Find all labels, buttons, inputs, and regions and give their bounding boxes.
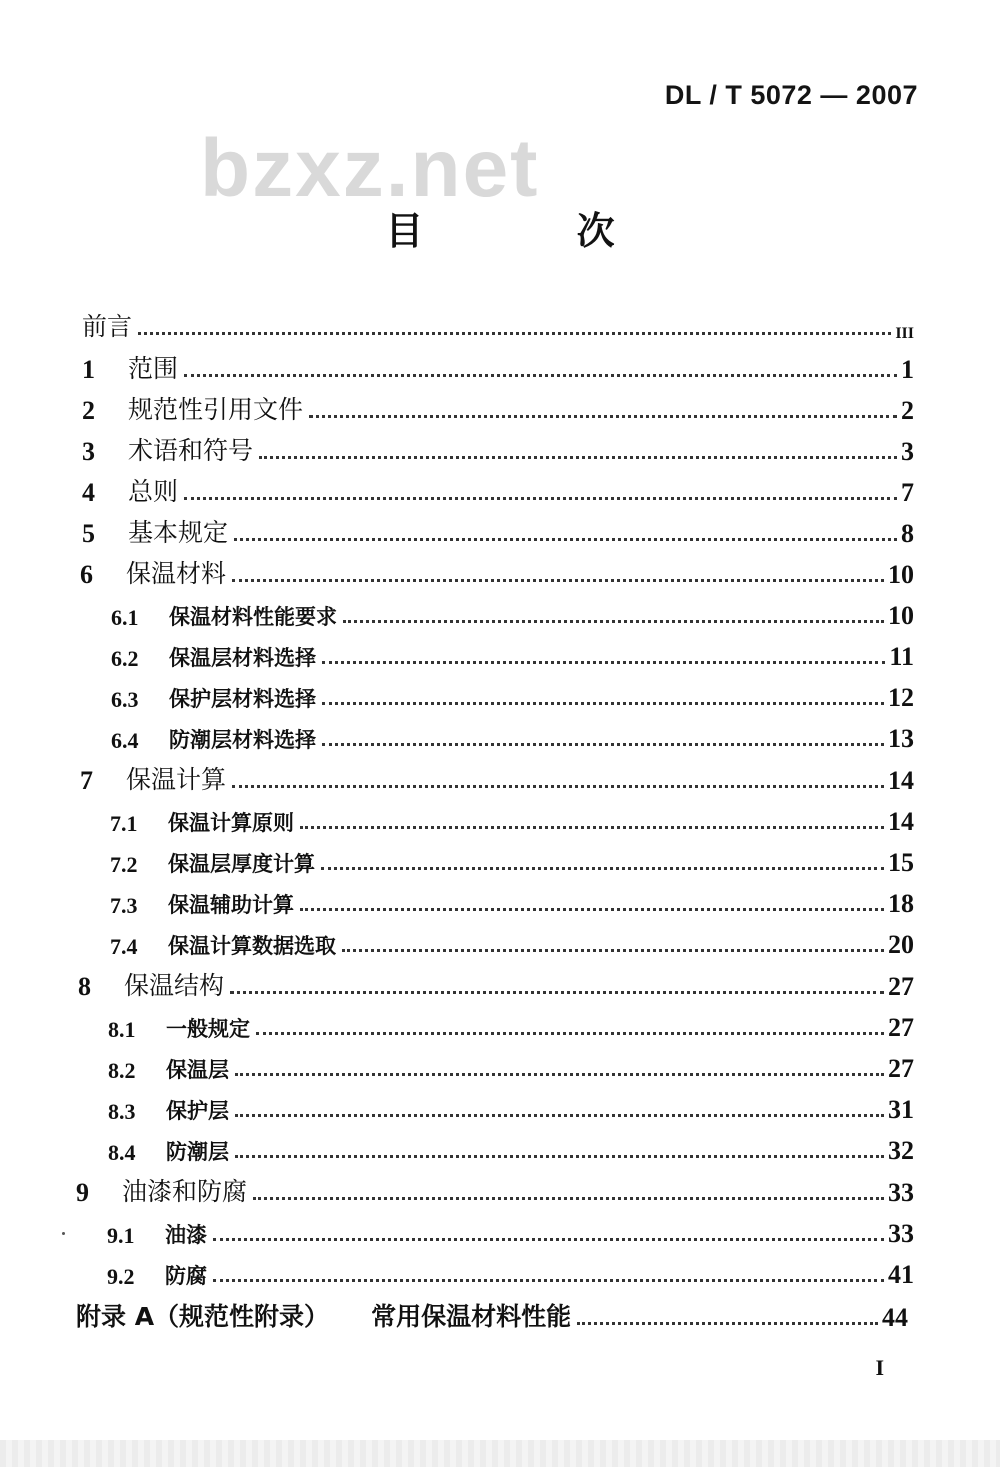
toc-section-number: 7.4 <box>110 934 138 959</box>
toc-label: 保温结构 <box>124 971 225 1000</box>
dot-leader <box>342 949 884 952</box>
toc-page-number: III <box>895 325 914 342</box>
toc-section-number: 9 <box>76 1178 89 1207</box>
dot-leader <box>300 826 884 829</box>
toc-subentry[interactable] <box>110 797 914 837</box>
dot-leader <box>321 867 884 870</box>
toc-label: 保护层 <box>166 1099 229 1123</box>
dot-leader <box>322 661 885 664</box>
toc-entry[interactable] <box>82 468 914 508</box>
toc-label: 保护层材料选择 <box>169 687 316 711</box>
toc-page-number: 18 <box>888 889 914 918</box>
scan-speck <box>62 1232 65 1235</box>
toc-entry[interactable] <box>76 1168 914 1208</box>
toc-section-number: 6.3 <box>111 687 139 712</box>
dot-leader <box>309 415 897 418</box>
toc-subentry[interactable] <box>110 879 914 919</box>
toc-section-number: 6.1 <box>111 605 139 630</box>
dot-leader <box>322 702 884 705</box>
toc-section-number: 8.2 <box>108 1058 136 1083</box>
toc-label: 防潮层材料选择 <box>169 728 316 752</box>
toc-subentry[interactable] <box>107 1250 914 1290</box>
toc-label: 保温层厚度计算 <box>168 852 315 876</box>
toc-subentry[interactable] <box>108 1126 914 1166</box>
toc-page-number: 13 <box>888 724 914 753</box>
toc-entry[interactable] <box>82 345 914 385</box>
toc-section-number: 9.1 <box>107 1223 135 1248</box>
toc-section-number: 6.4 <box>111 728 139 753</box>
toc-label: 总则 <box>128 477 179 506</box>
dot-leader <box>235 1155 884 1158</box>
dot-leader <box>253 1197 884 1200</box>
page-number: I <box>875 1355 884 1380</box>
toc-page-number: 20 <box>888 930 914 959</box>
toc-section-number: 9.2 <box>107 1264 135 1289</box>
toc-section-number: 8.4 <box>108 1140 136 1165</box>
dot-leader <box>322 743 884 746</box>
toc-entry[interactable] <box>82 509 914 549</box>
toc-label: 范围 <box>128 354 179 383</box>
toc-section-number: 4 <box>82 478 95 507</box>
toc-page-number: 8 <box>901 519 914 548</box>
toc-page-number: 12 <box>888 683 914 712</box>
toc-label: 保温材料 <box>126 559 227 588</box>
toc-page-number: 7 <box>901 478 914 507</box>
appendix-title: 常用保温材料性能 <box>371 1302 572 1331</box>
toc-section-number: 8 <box>78 972 91 1001</box>
toc-subentry[interactable] <box>111 591 914 631</box>
toc-label: 基本规定 <box>128 518 229 547</box>
toc-subentry[interactable] <box>111 673 914 713</box>
toc-label: 保温材料性能要求 <box>169 605 337 629</box>
dot-leader <box>256 1032 884 1035</box>
toc-label: 油漆和防腐 <box>122 1177 248 1206</box>
toc-subentry[interactable] <box>110 920 914 960</box>
toc-entry[interactable] <box>80 550 914 590</box>
toc-section-number: 2 <box>82 396 95 425</box>
toc-label: 保温计算数据选取 <box>168 934 336 958</box>
toc-page-number: 27 <box>888 972 914 1001</box>
toc-section-number: 7.3 <box>110 893 138 918</box>
toc-page-number: 27 <box>888 1013 914 1042</box>
toc-subentry[interactable] <box>108 1085 914 1125</box>
toc-entry[interactable] <box>78 962 914 1002</box>
toc-entry[interactable] <box>82 386 914 426</box>
toc-label: 一般规定 <box>166 1017 250 1041</box>
dot-leader <box>234 538 897 541</box>
toc-page-number: 10 <box>888 560 914 589</box>
toc-section-number: 7.2 <box>110 852 138 877</box>
toc-page-number: 32 <box>888 1136 914 1165</box>
dot-leader <box>300 908 884 911</box>
dot-leader <box>235 1073 884 1076</box>
toc-page-number: 27 <box>888 1054 914 1083</box>
scan-bottom-edge <box>0 1440 1000 1467</box>
toc-label: 保温计算 <box>126 765 227 794</box>
toc-page-number: 11 <box>889 642 914 671</box>
toc-entry-foreword[interactable] <box>82 303 914 343</box>
toc-page-number: 31 <box>888 1095 914 1124</box>
toc-page-number: 1 <box>901 355 914 384</box>
dot-leader <box>232 579 884 582</box>
page-title: 目 次 <box>385 209 685 253</box>
toc-section-number: 3 <box>82 437 95 466</box>
dot-leader <box>235 1114 884 1117</box>
toc-section-number: 8.1 <box>108 1017 136 1042</box>
dot-leader <box>213 1279 884 1282</box>
toc-entry[interactable] <box>80 756 914 796</box>
toc-subentry[interactable] <box>107 1209 914 1249</box>
toc-label: 术语和符号 <box>128 436 254 465</box>
toc-page-number: 15 <box>888 848 914 877</box>
toc-section-number: 1 <box>82 355 95 384</box>
dot-leader <box>232 785 884 788</box>
toc-page-number: 41 <box>888 1260 914 1289</box>
toc-subentry[interactable] <box>108 1003 914 1043</box>
toc-page-number: 3 <box>901 437 914 466</box>
dot-leader <box>184 374 897 377</box>
toc-page-number: 33 <box>888 1178 914 1207</box>
toc-section-number: 5 <box>82 519 95 548</box>
toc-subentry[interactable] <box>111 714 914 754</box>
toc-label: 保温辅助计算 <box>168 893 294 917</box>
toc-page-number: 44 <box>882 1303 908 1332</box>
standard-code: DL / T 5072 — 2007 <box>664 80 918 110</box>
toc-label: 防潮层 <box>166 1140 229 1164</box>
toc-section-number: 7 <box>80 766 93 795</box>
toc-label: 防腐 <box>165 1264 207 1288</box>
toc-section-number: 6 <box>80 560 93 589</box>
dot-leader <box>184 497 897 500</box>
dot-leader <box>577 1322 878 1325</box>
appendix-label: 附录 A（规范性附录） <box>76 1302 330 1331</box>
toc-entry-appendix-a[interactable] <box>76 1293 908 1333</box>
toc-page-number: 14 <box>888 766 914 795</box>
toc-section-number: 7.1 <box>110 811 138 836</box>
toc-page-number: 14 <box>888 807 914 836</box>
dot-leader <box>230 991 884 994</box>
watermark: bzxz.net <box>200 123 540 214</box>
dot-leader <box>213 1238 884 1241</box>
toc-subentry[interactable] <box>108 1044 914 1084</box>
toc-subentry[interactable] <box>111 632 914 672</box>
toc-page-number: 10 <box>888 601 914 630</box>
dot-leader <box>138 332 891 335</box>
toc-section-number: 6.2 <box>111 646 139 671</box>
toc-label: 规范性引用文件 <box>128 395 304 424</box>
dot-leader <box>343 620 884 623</box>
toc-entry[interactable] <box>82 427 914 467</box>
toc-page-number: 33 <box>888 1219 914 1248</box>
toc-section-number: 8.3 <box>108 1099 136 1124</box>
toc-page-number: 2 <box>901 396 914 425</box>
dot-leader <box>259 456 897 459</box>
toc-label: 保温层材料选择 <box>169 646 316 670</box>
toc-label: 保温层 <box>166 1058 229 1082</box>
toc-label: 前言 <box>82 312 133 341</box>
toc-subentry[interactable] <box>110 838 914 878</box>
toc-label: 保温计算原则 <box>168 811 294 835</box>
toc-label: 油漆 <box>165 1223 207 1247</box>
